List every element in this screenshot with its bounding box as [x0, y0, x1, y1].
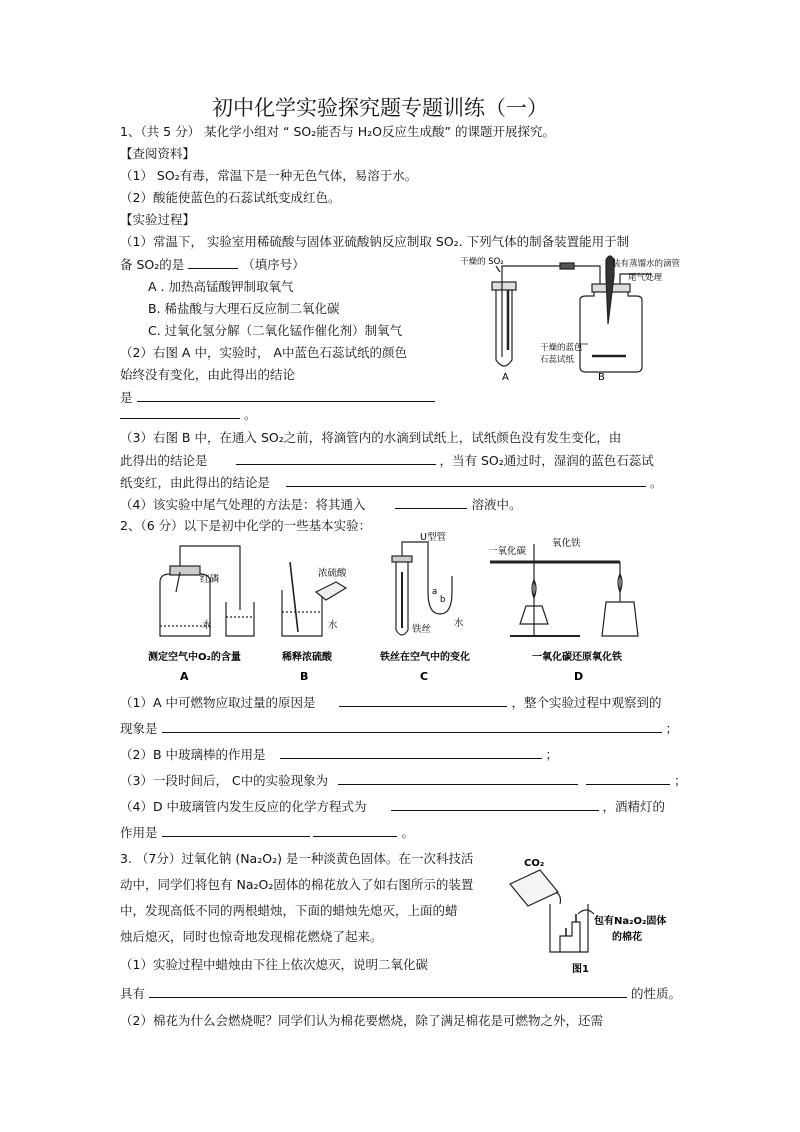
q1-apparatus-figure: [440, 252, 710, 387]
q3-sub1-line2: [120, 985, 681, 1002]
label-fig1: 图1: [572, 964, 589, 975]
q2-sub2-end: ；: [545, 747, 558, 762]
q3-sub1-tail: 的性质。: [630, 986, 681, 1001]
q1-part4-text: （4）该实验中尾气处理的方法是：将其通入: [120, 497, 366, 512]
letter-b: B: [300, 670, 309, 683]
q1-part2-line3-text: 是: [120, 390, 133, 405]
label-co: 一氧化碳: [488, 546, 527, 557]
label-cotton-1: 包有Na₂O₂固体: [594, 916, 667, 927]
q3-line2: 动中，同学们将包有 Na₂O₂固体的棉花放入了如右图所示的装置: [120, 877, 474, 892]
q1-part2-line2: 始终没有变化，由此得出的结论: [120, 367, 296, 382]
q1-part1-line2-text: 备 SO₂的是: [120, 257, 185, 272]
answer-blank[interactable]: [391, 798, 599, 811]
q3-apparatus-figure: [500, 852, 680, 978]
answer-blank[interactable]: [162, 720, 662, 733]
letter-a: A: [180, 670, 189, 683]
label-a-c: a: [432, 587, 438, 597]
q1-heading-process: 【实验过程】: [120, 212, 196, 227]
q2-sub3-end: ；: [674, 773, 687, 788]
q1-part1-line2: [120, 256, 305, 273]
q3-line3: 中，发现高低不同的两根蜡烛，下面的蜡烛先熄灭，上面的蜡: [120, 903, 458, 918]
label-tail: 尾气处理: [628, 273, 663, 283]
answer-blank[interactable]: [188, 256, 238, 269]
caption-d: 一氧化碳还原氧化铁: [532, 652, 622, 663]
q2-sub4-text: （4）D 中玻璃管内发生反应的化学方程式为: [120, 799, 367, 814]
label-water-a: 水: [202, 620, 212, 631]
q1-part2-line3: [120, 389, 435, 406]
answer-blank[interactable]: [149, 985, 627, 998]
label-u-tube: U型管: [420, 532, 446, 543]
q1-material-1: （1） SO₂有毒，常温下是一种无色气体，易溶于水。: [120, 168, 418, 183]
q1-part3-line2-tail: ，当有 SO₂通过时，湿润的蓝色石蕊试: [439, 453, 654, 468]
q1-part3-line3: [120, 474, 663, 491]
label-co2: CO₂: [524, 858, 545, 869]
q1-part4: [120, 496, 521, 513]
answer-blank[interactable]: [286, 474, 646, 487]
q2-sub1-text2: 现象是: [120, 721, 158, 736]
q1-option-b: B. 稀盐酸与大理石反应制二氧化碳: [148, 301, 340, 316]
label-water-b: 水: [328, 620, 338, 631]
page-title: 初中化学实验探究题专题训练（一）: [212, 96, 548, 120]
q2-sub4-text2: 作用是: [120, 825, 158, 840]
label-paper-1: 干燥的蓝色: [540, 343, 583, 353]
label-dropper: 装有蒸馏水的滴管: [612, 259, 681, 269]
q3-sub1-line1: （1）实验过程中蜡烛由下往上依次熄灭，说明二氧化碳: [120, 957, 428, 972]
q2-sub1-tail: ，整个实验过程中观察到的: [511, 695, 662, 710]
answer-blank[interactable]: [339, 694, 507, 707]
q3-line1: 3. （7分）过氧化钠 (Na₂O₂) 是一种淡黄色固体。在一次科技活: [120, 851, 474, 866]
q2-intro: 2、（6 分）以下是初中化学的一些基本实验：: [120, 518, 372, 533]
q1-intro: 1、（共 5 分） 某化学小组对 “ SO₂能否与 H₂O反应生成酸” 的课题开展探究。: [120, 124, 555, 139]
q1-part3-end: 。: [649, 475, 663, 490]
q2-sub3-text: （3）一段时间后， C中的实验现象为: [120, 773, 329, 788]
label-paper-2: 石蕊试纸: [540, 355, 575, 365]
caption-a: 测定空气中O₂的含量: [148, 652, 241, 663]
q1-part2-line4: [120, 406, 257, 423]
q1-part1-line1: （1）常温下， 实验室用稀硫酸与固体亚硫酸钠反应制取 SO₂. 下列气体的制备装置能用于制: [120, 234, 630, 249]
q1-part1-line2-hint: （填序号）: [242, 257, 305, 272]
q1-option-a: A . 加热高锰酸钾制取氧气: [148, 279, 294, 294]
answer-blank[interactable]: [162, 824, 310, 837]
q2-apparatus-figure: [140, 532, 680, 684]
label-conc-acid: 浓硫酸: [318, 568, 347, 579]
label-phosphorus: 红磷: [200, 574, 220, 585]
q1-part3-line3-text: 纸变红，由此得出的结论是: [120, 475, 271, 490]
q1-part2-line1: （2）右图 A 中，实验时， A中蓝色石蕊试纸的颜色: [120, 345, 407, 360]
q2-sub1-end: ；: [665, 721, 678, 736]
q3-sub1-text: 具有: [120, 986, 146, 1001]
letter-c: C: [420, 670, 429, 683]
q2-sub2-text: （2）B 中玻璃棒的作用是: [120, 747, 266, 762]
q1-heading-materials: 【查阅资料】: [120, 146, 196, 161]
answer-blank[interactable]: [137, 389, 435, 402]
q2-sub1-line1: [120, 694, 661, 711]
q1-option-c: C. 过氧化氢分解（二氧化锰作催化剂）制氧气: [148, 323, 403, 338]
q2-sub4-end: 。: [401, 825, 414, 840]
label-a: A: [502, 372, 509, 383]
answer-blank[interactable]: [280, 746, 542, 759]
caption-c: 铁丝在空气中的变化: [380, 652, 470, 663]
answer-blank[interactable]: [395, 496, 467, 509]
q3-sub2-line1: （2）棉花为什么会燃烧呢？同学们认为棉花要燃烧，除了满足棉花是可燃物之外，还需: [120, 1013, 603, 1028]
q1-part3-line2-text: 此得出的结论是: [120, 453, 208, 468]
q2-sub4-line1: [120, 798, 665, 815]
co2-beaker-tilted: [510, 870, 558, 906]
answer-blank[interactable]: [586, 772, 670, 785]
q2-sub2: [120, 746, 558, 763]
label-iron: 铁丝: [412, 624, 432, 635]
label-dry-so2: 干燥的 SO₂: [460, 257, 504, 267]
q2-sub1-text: （1）A 中可燃物应取过量的原因是: [120, 695, 316, 710]
caption-b: 稀释浓硫酸: [282, 652, 332, 663]
q1-part2-end: 。: [243, 407, 257, 422]
label-b: B: [598, 372, 605, 383]
q3-line4: 烛后熄灭，同时也惊奇地发现棉花燃烧了起来。: [120, 929, 383, 944]
test-tube-a: [496, 288, 512, 366]
q1-material-2: （2）酸能使蓝色的石蕊试纸变成红色。: [120, 190, 341, 205]
answer-blank[interactable]: [236, 452, 436, 465]
apparatus-b-beaker: [282, 590, 322, 636]
answer-blank[interactable]: [120, 406, 240, 419]
q1-part3-line2: [120, 452, 654, 469]
q1-part3-line1: （3）右图 B 中，在通入 SO₂之前，将滴管内的水滴到试纸上，试纸颜色没有发生变化，由: [120, 430, 622, 445]
q2-sub4-tail: ，酒精灯的: [602, 799, 666, 814]
label-b-c: b: [440, 595, 446, 605]
label-water-c: 水: [454, 618, 464, 629]
answer-blank[interactable]: [338, 772, 578, 785]
label-cotton-2: 的棉花: [612, 932, 642, 943]
q2-sub1-line2: [120, 720, 678, 737]
q1-part4-tail: 溶液中。: [471, 497, 522, 512]
answer-blank[interactable]: [313, 824, 397, 837]
letter-d: D: [574, 670, 584, 683]
q2-sub3: [120, 772, 687, 789]
label-fe2o3: 氧化铁: [552, 538, 581, 549]
q2-sub4-line2: [120, 824, 414, 841]
